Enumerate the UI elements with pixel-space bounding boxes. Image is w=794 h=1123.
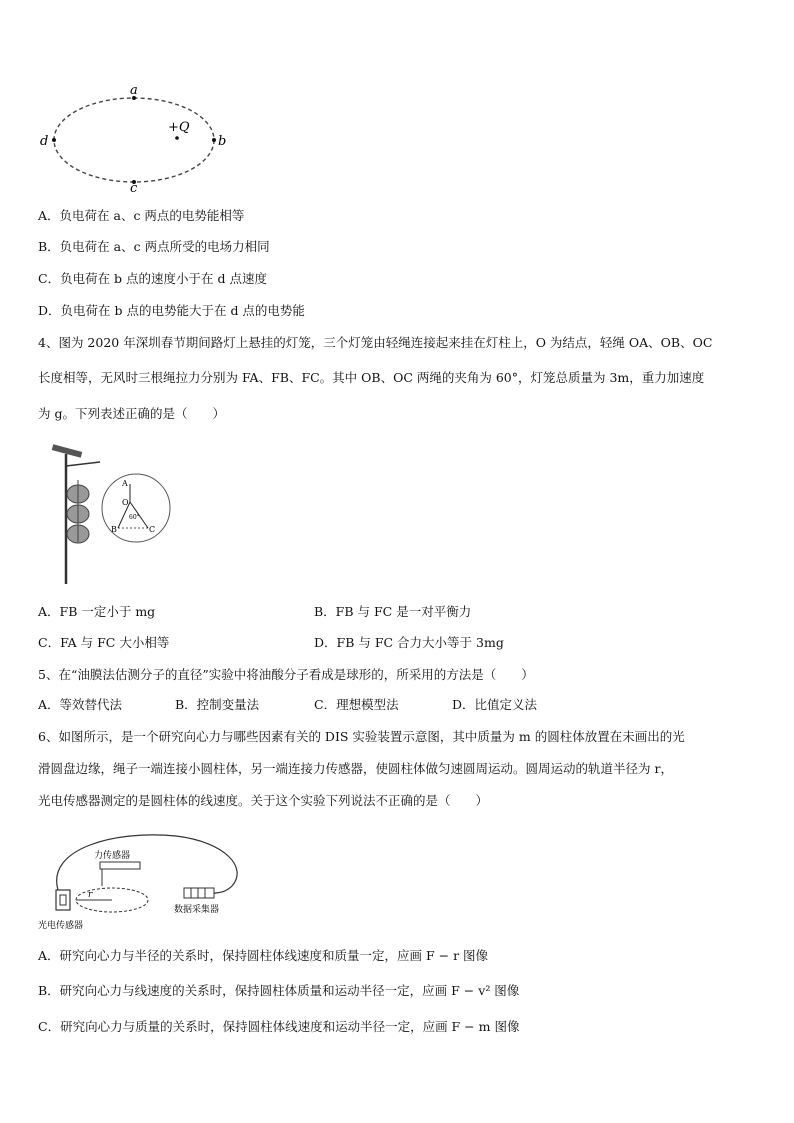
q6-option-b: B．研究向心力与线速度的关系时，保持圆柱体质量和运动半径一定，应画 F − v² 图像 <box>38 983 520 998</box>
knot-label-c: C <box>149 525 156 534</box>
label-data-collector: 数据采集器 <box>174 905 220 915</box>
knot-label-o: O <box>122 498 129 507</box>
lamp-arm <box>66 462 100 466</box>
charge-q-point <box>175 136 179 140</box>
q5-option-a: A．等效替代法 <box>38 697 123 712</box>
photo-sensor-inner <box>60 895 66 905</box>
q6-stem-line1: 6、如图所示，是一个研究向心力与哪些因素有关的 DIS 实验装置示意图，其中质量为 m 的圆柱体放置在未画出的光 <box>38 729 685 744</box>
label-r: r <box>88 890 93 900</box>
point-d <box>52 138 56 142</box>
ellipse-figure <box>30 82 240 194</box>
data-collector-box <box>184 888 214 898</box>
label-q: +Q <box>168 120 190 135</box>
q4-option-a: A．FB 一定小于 mg <box>38 604 156 619</box>
label-force-sensor: 力传感器 <box>94 851 131 861</box>
q4-stem-line3: 为 g。下列表述正确的是（ ） <box>38 406 225 421</box>
q6-option-a: A．研究向心力与半径的关系时，保持圆柱体线速度和质量一定，应画 F − r 图像 <box>38 948 489 963</box>
q5-option-d: D．比值定义法 <box>452 697 538 712</box>
q4-option-b: B．FB 与 FC 是一对平衡力 <box>314 604 472 619</box>
label-b: b <box>218 134 227 149</box>
data-cable <box>57 835 238 894</box>
knot-label-a: A <box>122 479 128 488</box>
knot-label-angle: 60° <box>129 514 140 521</box>
q6-option-c: C．研究向心力与质量的关系时，保持圆柱体线速度和运动半径一定，应画 F − m 图像 <box>38 1019 520 1034</box>
q3-option-c: C．负电荷在 b 点的速度小于在 d 点速度 <box>38 271 267 286</box>
q6-stem-line3: 光电传感器测定的是圆柱体的线速度。关于这个实验下列说法不正确的是（ ） <box>38 793 489 808</box>
q4-stem-line1: 4、图为 2020 年深圳春节期间路灯上悬挂的灯笼，三个灯笼由轻绳连接起来挂在灯柱上，O 为结点，轻绳 OA、OB、OC <box>38 335 713 350</box>
q3-option-d: D．负电荷在 b 点的电势能大于在 d 点的电势能 <box>38 303 305 318</box>
dis-apparatus-figure <box>36 828 248 932</box>
label-photo-sensor: 光电传感器 <box>38 921 84 931</box>
label-a: a <box>130 83 138 98</box>
label-c: c <box>130 181 138 194</box>
q4-option-c: C．FA 与 FC 大小相等 <box>38 635 170 650</box>
knot-label-b: B <box>111 525 117 534</box>
q6-stem-line2: 滑圆盘边缘，绳子一端连接小圆柱体，另一端连接力传感器，使圆柱体做匀速圆周运动。圆周运动的轨道半径为 r， <box>38 761 673 776</box>
force-sensor-box <box>100 862 140 869</box>
q3-option-a: A．负电荷在 a、c 两点的电势能相等 <box>38 208 245 223</box>
ellipse-path <box>54 98 214 182</box>
q5-option-c: C．理想模型法 <box>314 697 399 712</box>
point-b <box>212 138 216 142</box>
q4-stem-line2: 长度相等，无风时三根绳拉力分别为 FA、FB、FC。其中 OB、OC 两绳的夹角为 60°，灯笼总质量为 3m，重力加速度 <box>38 370 705 385</box>
knot-detail-figure <box>100 462 172 554</box>
q5-option-b: B．控制变量法 <box>175 697 260 712</box>
label-d: d <box>40 134 49 149</box>
q5-stem: 5、在“油膜法估测分子的直径”实验中将油酸分子看成是球形的，所采用的方法是（ ） <box>38 667 534 682</box>
q4-option-d: D．FB 与 FC 合力大小等于 3mg <box>314 635 504 650</box>
q3-option-b: B．负电荷在 a、c 两点所受的电场力相同 <box>38 239 270 254</box>
